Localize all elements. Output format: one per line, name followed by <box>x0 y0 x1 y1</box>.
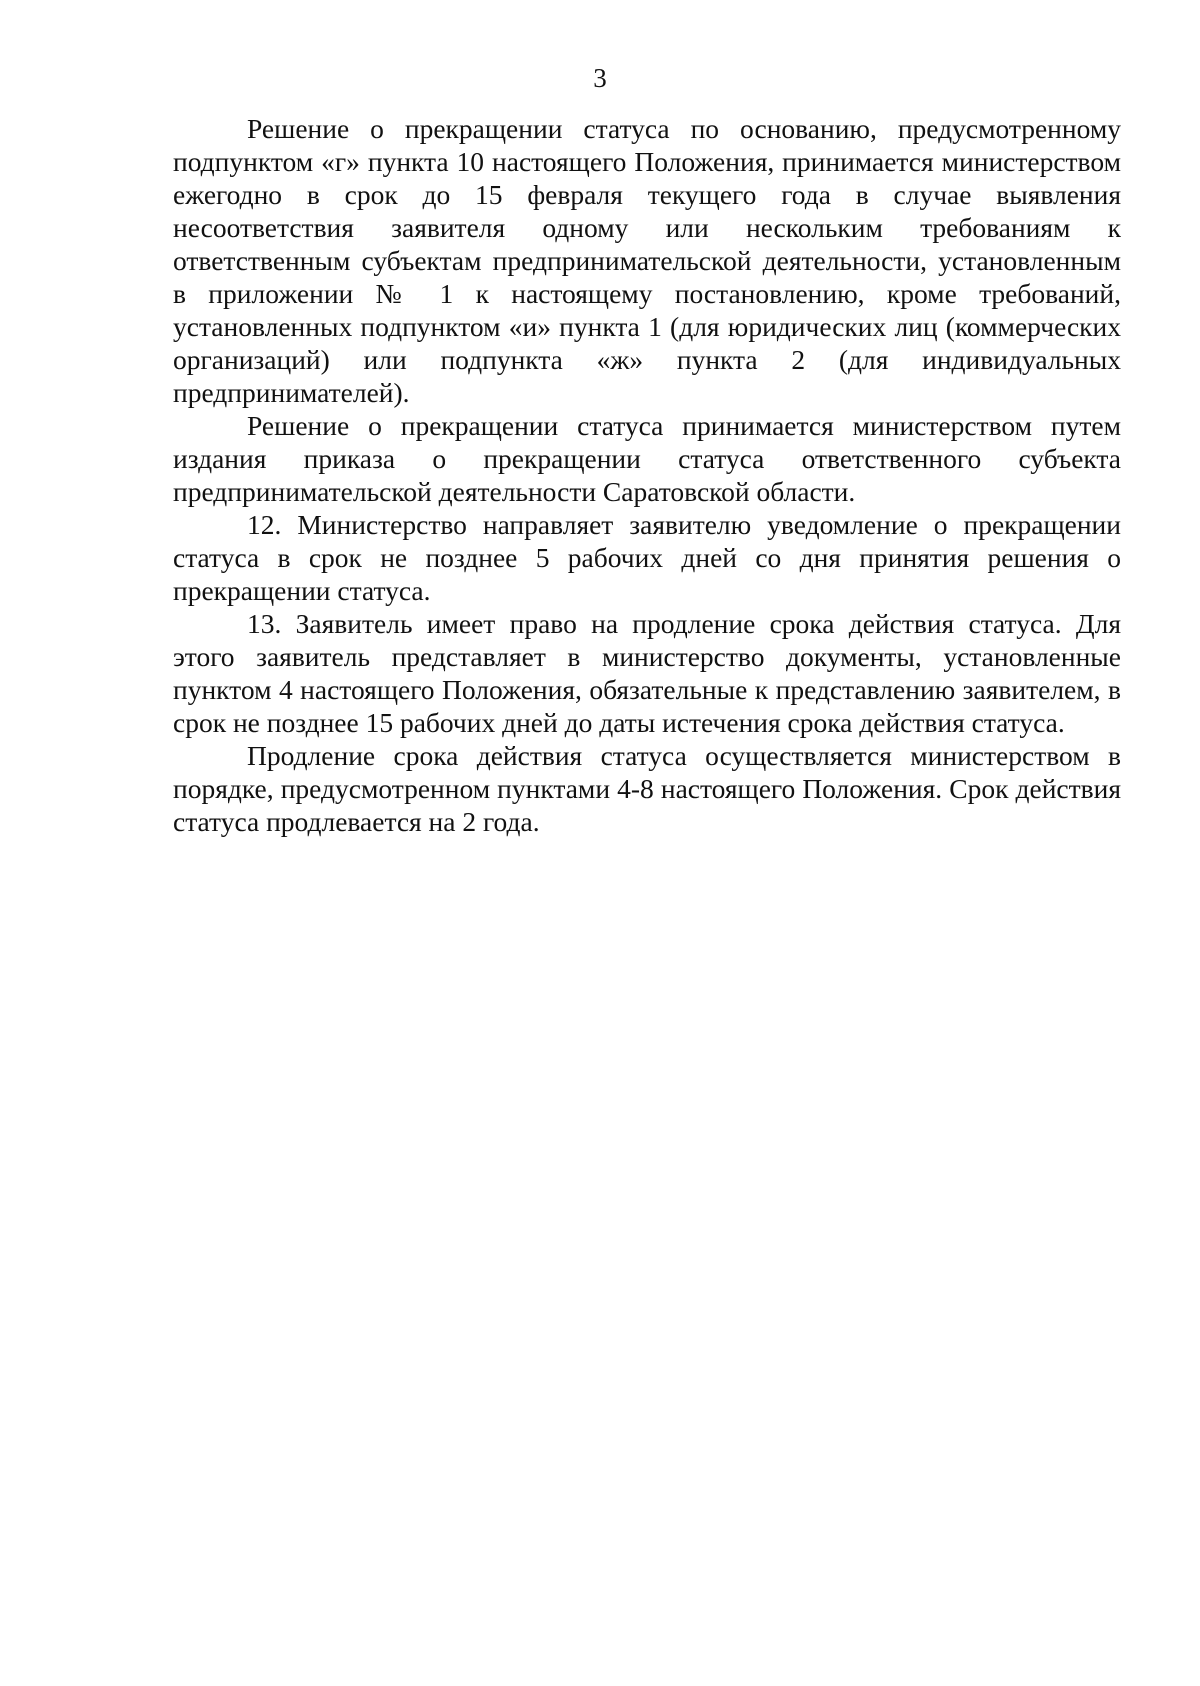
paragraph-extension: Продление срока действия статуса осуществляется министерством в порядке, предусмотренном пунктами 4-8 настоящего Положения. Срок действия статуса продлевается на 2 года. <box>173 740 1121 837</box>
paragraph-item-12: 12. Министерство направляет заявителю уведомление о прекращении статуса в срок не позднее 5 рабочих дней со дня принятия решения о прекращении статуса. <box>173 509 1121 606</box>
document-body <box>173 112 1121 838</box>
paragraph-item-13: 13. Заявитель имеет право на продление срока действия статуса. Для этого заявитель представляет в министерство документы, установленные пунктом 4 настоящего Положения, обязательные к представлению заявителем, в срок не позднее 15 рабочих дней до даты истечения срока действия статуса. <box>173 608 1121 738</box>
page-number: 3 <box>593 63 607 93</box>
paragraph-termination-order: Решение о прекращении статуса принимается министерством путем издания приказа о прекращении статуса ответственного субъекта предпринимательской деятельности Саратовской области. <box>173 410 1121 507</box>
paragraph-termination-grounds: Решение о прекращении статуса по основанию, предусмотренному подпунктом «г» пункта 10 настоящего Положения, принимается министерством ежегодно в срок до 15 февраля текущего года в случае выявления несоответствия заявителя одному или нескольким требованиям к ответственным субъектам предпринимательской деятельности, установленным в приложении № 1 к настоящему постановлению, кроме требований, установленных подпунктом «и» пункта 1 (для юридических лиц (коммерческих организаций) или подпункта «ж» пункта 2 (для индивидуальных предпринимателей). <box>173 113 1121 408</box>
